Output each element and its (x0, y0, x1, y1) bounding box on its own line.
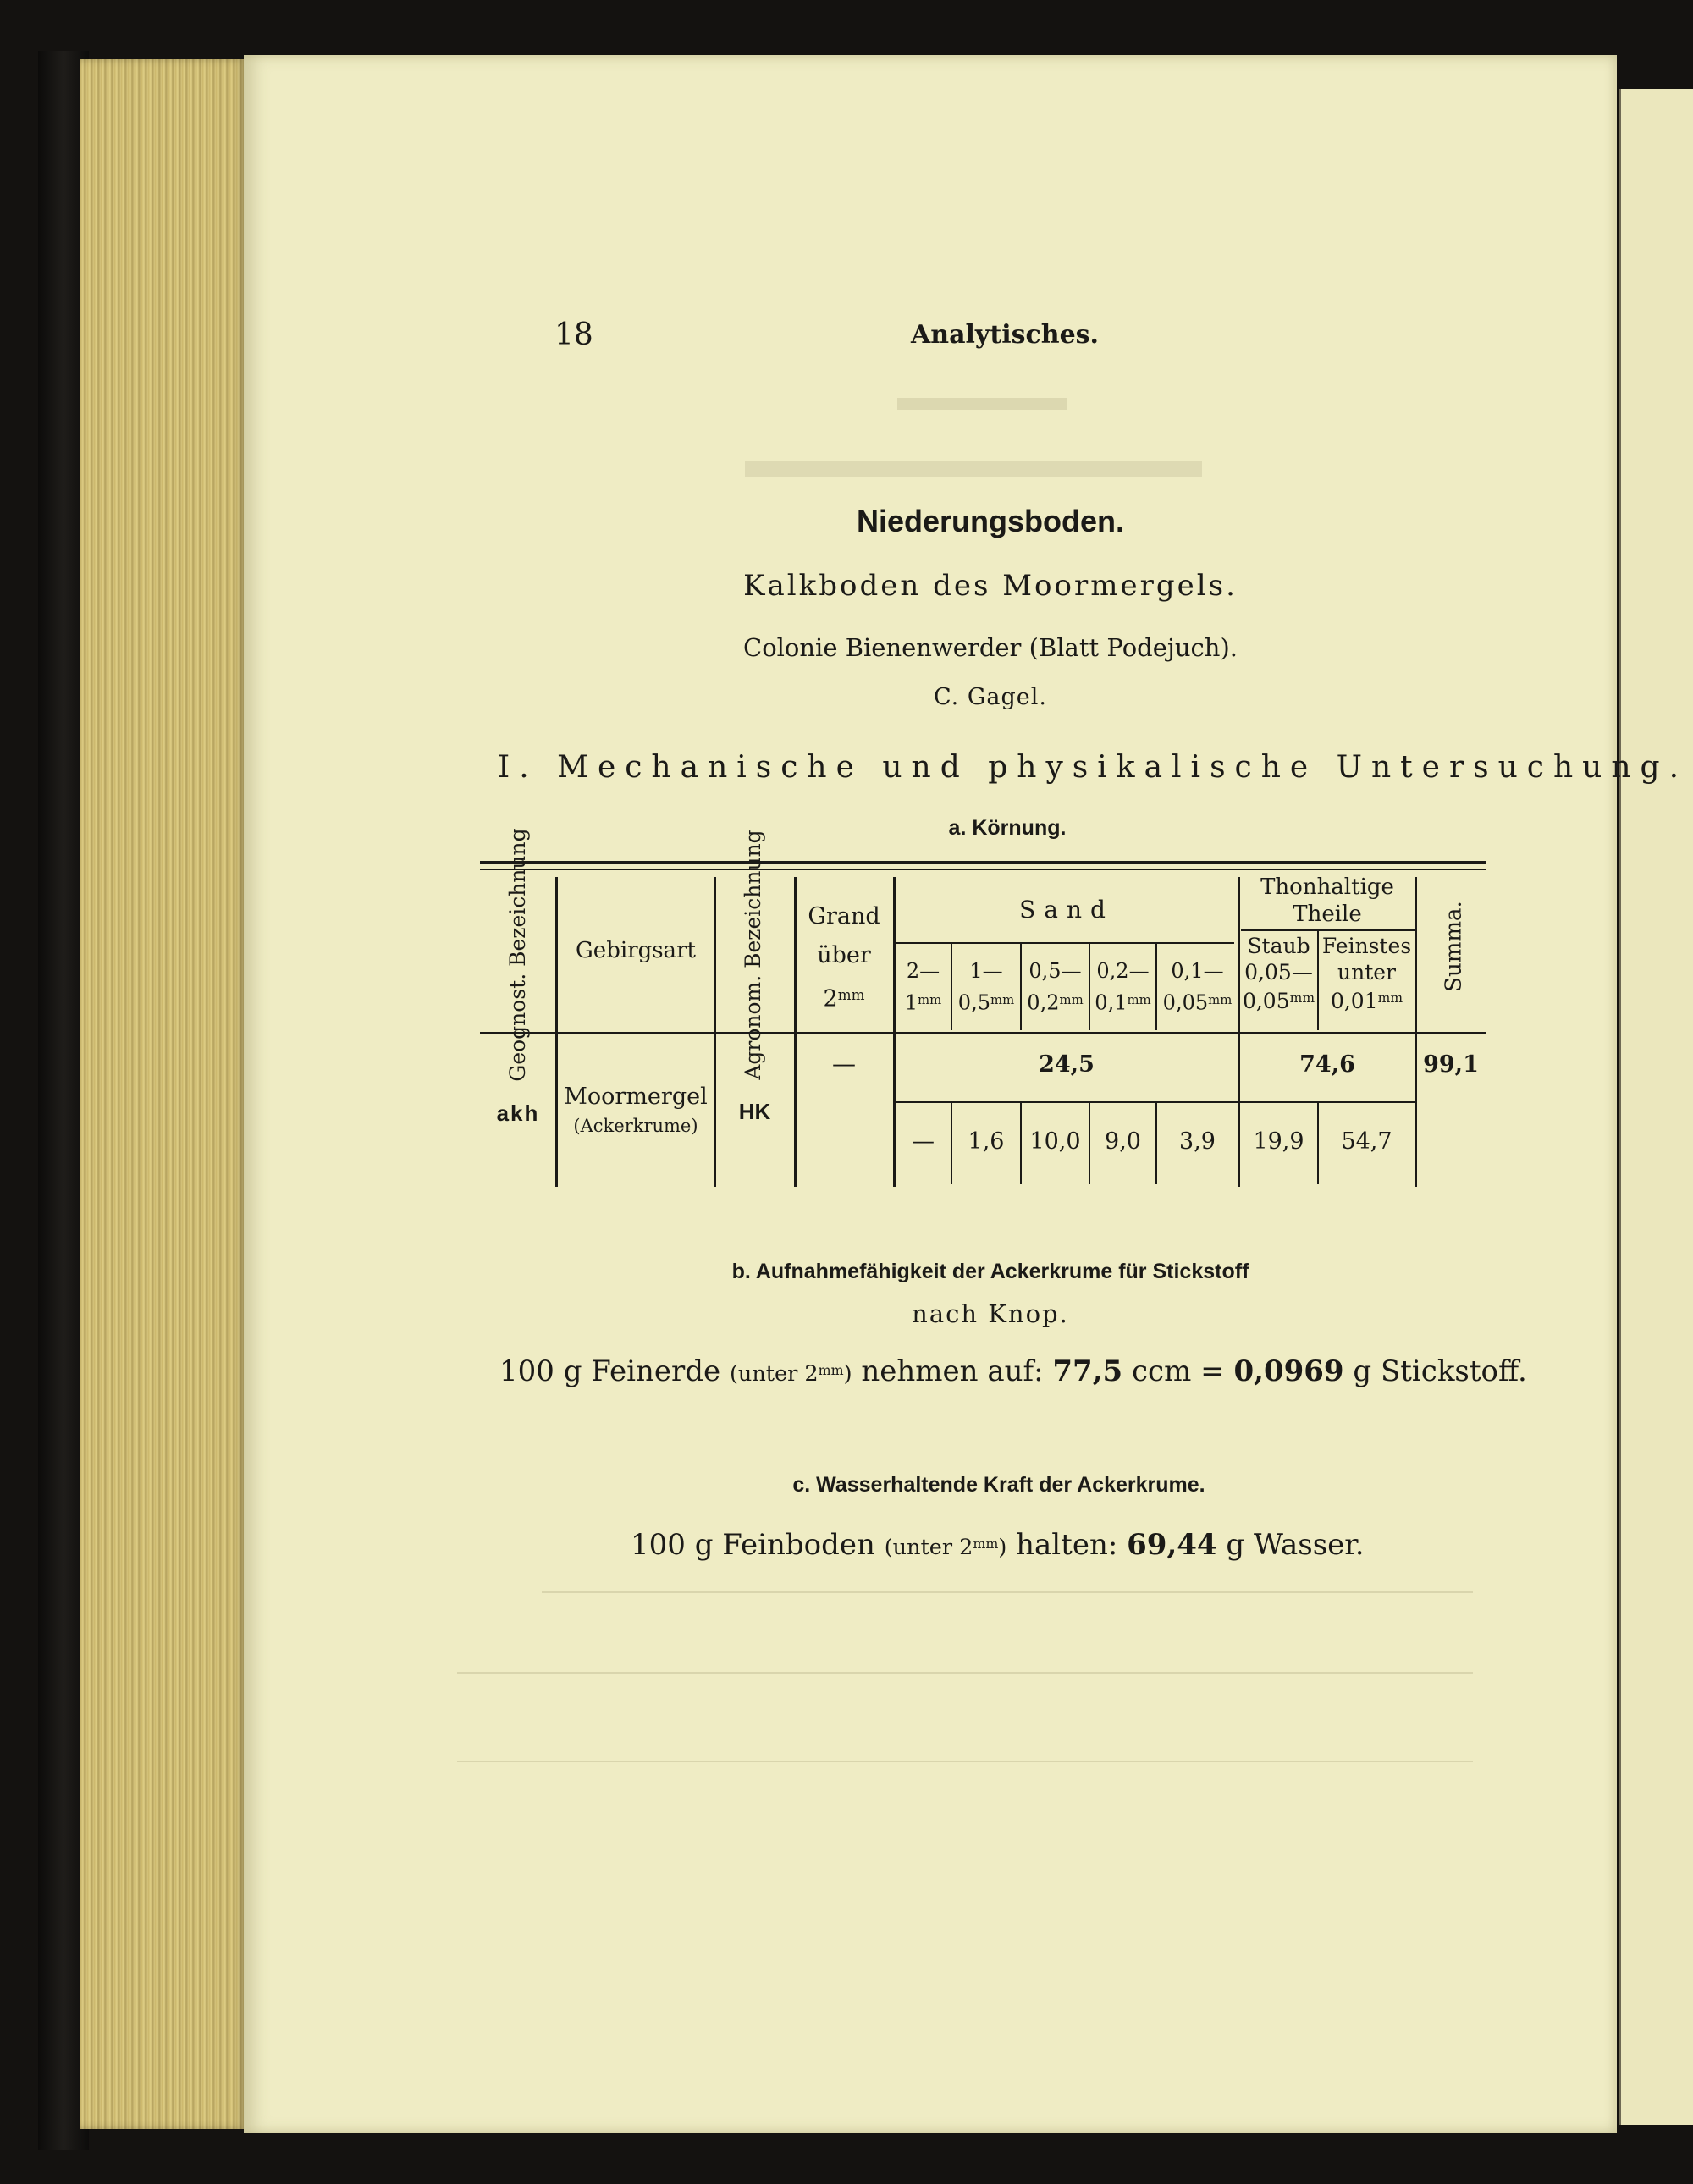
subtitle: Kalkboden des Moormergels. (743, 569, 1238, 603)
formula-b-note (730, 1361, 852, 1387)
formula-b-text: ccm = (1132, 1354, 1225, 1388)
table-top-rule (480, 861, 1486, 864)
header-sand-col-top: 0,2— (1096, 959, 1150, 983)
header-sand-col-value: 0,1 (1095, 990, 1128, 1015)
header-sand-col-bottom (1157, 985, 1238, 1018)
location-line: Colonie Bienenwerder (Blatt Podejuch). (743, 633, 1238, 662)
formula-b-text: 100 g Feinerde (499, 1354, 721, 1388)
header-staub-line2: 0,05— (1244, 960, 1313, 984)
row-sand-value: 3,9 (1179, 1128, 1216, 1155)
header-grand-unit: mm (837, 986, 865, 1003)
formula-b-note-text: (unter 2 (729, 1361, 819, 1387)
header-sand-col-bottom (896, 985, 951, 1018)
header-sand-col-top: 0,5— (1028, 959, 1082, 983)
row-thon-total: 74,6 (1299, 1051, 1355, 1078)
header-sand-col-unit: mm (1127, 992, 1151, 1007)
header-sand-col-value: 0,05 (1162, 990, 1209, 1015)
formula-c-value: 69,44 (1127, 1528, 1217, 1562)
header-sand-col-bottom (952, 985, 1020, 1018)
section-heading: I. Mechanische und physikalische Untersuchung. (498, 750, 1689, 785)
header-grand (796, 897, 892, 1019)
header-feinstes-line2: unter (1337, 960, 1396, 984)
header-sand-col-top: 0,1— (1171, 959, 1224, 983)
header-staub-value: 0,05 (1242, 988, 1290, 1013)
header-sand-col-value: 0,2 (1027, 990, 1060, 1015)
row-gebirgsart: Moormergel (564, 1084, 708, 1110)
show-through-mark (897, 398, 1067, 410)
formula-c-note-text: (unter 2 (884, 1535, 973, 1560)
formula-c-text: 100 g Feinboden (631, 1528, 875, 1562)
header-staub-unit: mm (1289, 990, 1315, 1006)
row-sand-value: 10,0 (1029, 1128, 1081, 1155)
subsection-b-heading: b. Aufnahmefähigkeit der Ackerkrume für Stickstoff (731, 1260, 1249, 1283)
show-through-rule (457, 1672, 1473, 1674)
row-sand-value: 9,0 (1105, 1128, 1141, 1155)
formula-b-text: nehmen auf: (861, 1354, 1044, 1388)
header-feinstes (1319, 933, 1415, 1014)
header-grand-line2: über (817, 942, 871, 968)
header-feinstes-unit: mm (1377, 990, 1403, 1006)
show-through-rule (457, 1761, 1473, 1762)
header-feinstes-line3 (1319, 985, 1415, 1014)
show-through-mark (745, 461, 1202, 477)
row-gebirgsart-sub: (Ackerkrume) (573, 1116, 698, 1136)
stickstoff-formula (499, 1354, 1527, 1388)
page-title: Niederungsboden. (856, 504, 1125, 538)
header-sand-col (1022, 957, 1089, 1018)
row-thon-value: 54,7 (1341, 1128, 1392, 1155)
row-sand-total: 24,5 (1039, 1051, 1095, 1078)
header-sand-col (1090, 957, 1155, 1018)
header-sand-col-unit: mm (918, 992, 942, 1007)
formula-c-note-end: ) (998, 1535, 1007, 1560)
header-feinstes-line1: Feinstes (1321, 934, 1412, 958)
subsection-c-heading: c. Wasserhaltende Kraft der Ackerkrume. (792, 1473, 1205, 1497)
show-through-rule (542, 1591, 1473, 1593)
header-feinstes-value: 0,01 (1330, 988, 1378, 1013)
formula-c-text: halten: (1016, 1528, 1118, 1562)
header-geognost: Geognost. Bezeichnung (505, 828, 530, 1082)
header-gebirgsart: Gebirgsart (576, 938, 696, 963)
formula-c-text: g Wasser. (1226, 1528, 1365, 1562)
sand-sub-rule (896, 942, 1234, 944)
row-sand-value: 1,6 (968, 1128, 1005, 1155)
row-sand-value: — (912, 1128, 935, 1155)
formula-b-value: 77,5 (1052, 1354, 1123, 1388)
header-staub-line3 (1240, 985, 1317, 1014)
running-head: Analytisches. (911, 320, 1099, 350)
header-sand-col-top: 2— (906, 959, 940, 983)
formula-b-unit: mm (818, 1361, 844, 1378)
header-summa: Summa. (1441, 901, 1467, 992)
next-page-edge (1619, 89, 1693, 2125)
col-rule (1415, 877, 1417, 1187)
header-sand-col-bottom (1090, 985, 1155, 1018)
subsection-b-method: nach Knop. (912, 1299, 1069, 1328)
book-page (244, 55, 1617, 2133)
formula-c-unit: mm (973, 1535, 999, 1552)
subsection-a-heading: a. Körnung. (948, 816, 1067, 840)
header-sand-col (952, 957, 1020, 1018)
author-line: C. Gagel. (933, 684, 1047, 710)
header-thon-line1: Thonhaltige (1260, 874, 1394, 900)
formula-b-text: g Stickstoff. (1353, 1354, 1527, 1388)
col-rule (555, 877, 558, 1187)
formula-b-note-end: ) (843, 1361, 852, 1387)
header-sand-col-value: 0,5 (957, 990, 990, 1015)
row-agronom: HK (738, 1099, 771, 1124)
header-staub-line1: Staub (1247, 934, 1310, 958)
formula-b-value: 0,0969 (1233, 1354, 1344, 1388)
header-sand-col (896, 957, 951, 1018)
header-sand-col-top: 1— (969, 959, 1003, 983)
row-thon-value: 19,9 (1253, 1128, 1304, 1155)
row-geognost: akh (496, 1100, 540, 1126)
header-sand-col-bottom (1022, 985, 1089, 1018)
header-sand-col-value: 1 (904, 990, 918, 1015)
header-sand-col-unit: mm (1059, 992, 1084, 1007)
wasser-formula (631, 1528, 1365, 1562)
table-top-rule-thin (480, 869, 1486, 870)
formula-c-note (885, 1535, 1007, 1560)
header-sand-col-unit: mm (990, 992, 1015, 1007)
header-sand-col (1157, 957, 1238, 1018)
thon-sub-rule (1241, 929, 1415, 931)
header-grand-line1: Grand (808, 903, 880, 929)
header-thonhaltige (1240, 874, 1415, 928)
row-grand: — (832, 1050, 856, 1078)
header-agronom: Agronom. Bezeichnung (740, 830, 765, 1080)
page-number: 18 (554, 317, 593, 352)
header-sand: Sand (1019, 896, 1114, 924)
page-edges (80, 59, 245, 2129)
header-sand-col-unit: mm (1208, 992, 1233, 1007)
header-grand-size: 2 (823, 985, 838, 1012)
header-grand-line3 (796, 975, 892, 1019)
col-rule (714, 877, 716, 1187)
row-summa: 99,1 (1423, 1051, 1479, 1078)
header-bottom-rule (480, 1032, 1486, 1034)
header-thon-line2: Theile (1293, 902, 1362, 927)
header-staub (1240, 933, 1317, 1014)
